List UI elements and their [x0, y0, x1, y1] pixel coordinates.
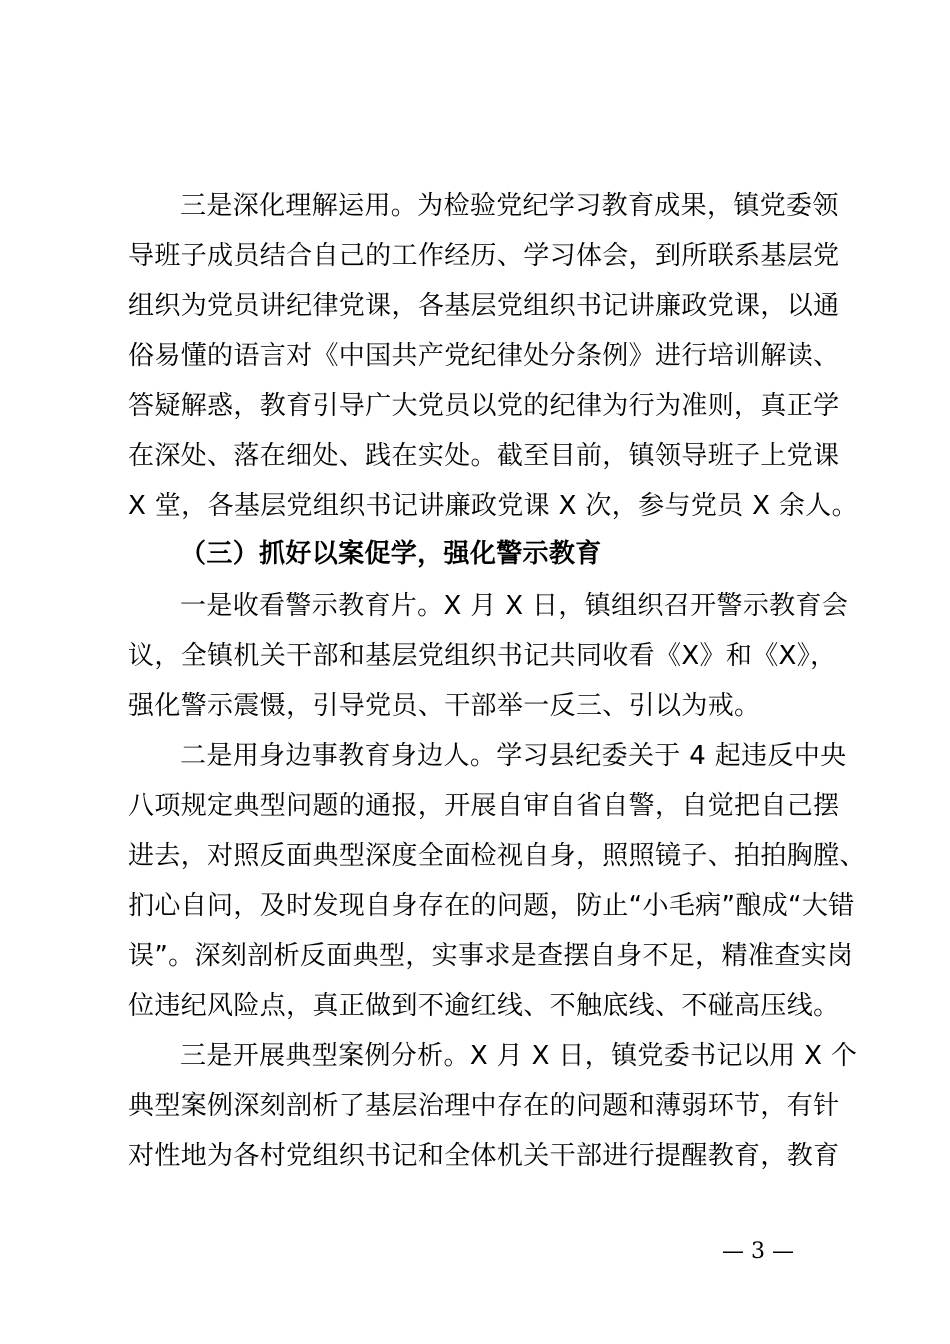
paragraph-1-line-2: 导班子成员结合自己的工作经历、学习体会，到所联系基层党 — [128, 241, 840, 271]
paragraph-3-line-3: 进去，对照反面典型深度全面检视自身，照照镜子、拍拍胸膛、 — [128, 841, 866, 871]
paragraph-1-line-7: X 堂，各基层党组织书记讲廉政党课 X 次，参与党员 X 余人。 — [128, 491, 858, 521]
page-number: — 3 — — [722, 1239, 794, 1264]
paragraph-3-line-5: 误”。深刻剖析反面典型，实事求是查摆自身不足，精准查实岗 — [128, 941, 854, 971]
paragraph-1-line-1: 三是深化理解运用。为检验党纪学习教育成果，镇党委领 — [180, 191, 839, 221]
paragraph-2-line-2: 议，全镇机关干部和基层党组织书记共同收看《X》和《X》， — [128, 641, 837, 671]
paragraph-3-line-2: 八项规定典型问题的通报，开展自审自省自警，自觉把自己摆 — [128, 791, 840, 821]
section-heading: （三）抓好以案促学，强化警示教育 — [180, 539, 602, 569]
paragraph-2-line-3: 强化警示震慑，引导党员、干部举一反三、引以为戒。 — [128, 691, 761, 721]
paragraph-3-line-6: 位违纪风险点，真正做到不逾红线、不触底线、不碰高压线。 — [128, 991, 840, 1021]
paragraph-3-line-4: 扪心自问，及时发现自身存在的问题，防止“小毛病”酿成“大错 — [128, 891, 855, 921]
paragraph-1-line-6: 在深处、落在细处、践在实处。截至目前，镇领导班子上党课 — [128, 441, 840, 471]
paragraph-1-line-4: 俗易懂的语言对《中国共产党纪律处分条例》进行培训解读、 — [128, 341, 840, 371]
paragraph-3-line-1: 二是用身边事教育身边人。学习县纪委关于 4 起违反中央 — [180, 741, 847, 771]
paragraph-4-line-2: 典型案例深刻剖析了基层治理中存在的问题和薄弱环节，有针 — [128, 1091, 840, 1121]
paragraph-4-line-1: 三是开展典型案例分析。X 月 X 日，镇党委书记以用 X 个 — [180, 1041, 858, 1071]
paragraph-2-line-1: 一是收看警示教育片。X 月 X 日，镇组织召开警示教育会 — [180, 591, 849, 621]
paragraph-1-line-3: 组织为党员讲纪律党课，各基层党组织书记讲廉政党课，以通 — [128, 291, 840, 321]
paragraph-4-line-3: 对性地为各村党组织书记和全体机关干部进行提醒教育，教育 — [128, 1141, 840, 1171]
paragraph-1-line-5: 答疑解惑，教育引导广大党员以党的纪律为行为准则，真正学 — [128, 391, 840, 421]
